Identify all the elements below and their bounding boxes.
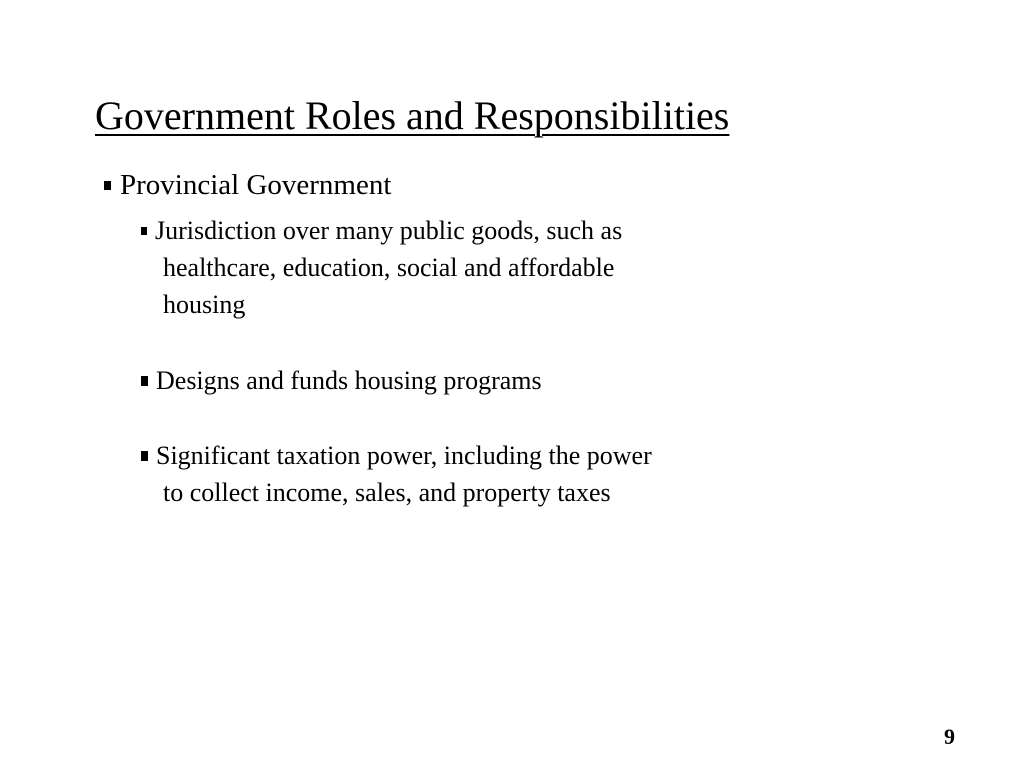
page-number: 9 bbox=[944, 724, 955, 749]
bullet-text-line: Significant taxation power, including the power bbox=[156, 441, 652, 470]
slide-title: Government Roles and Responsibilities bbox=[95, 93, 730, 138]
bullet-text-line: to collect income, sales, and property taxes bbox=[163, 478, 611, 507]
square-bullet-icon bbox=[104, 181, 111, 190]
section-heading: Provincial Government bbox=[120, 169, 392, 201]
bullet-item-jurisdiction bbox=[141, 212, 622, 323]
square-bullet-icon bbox=[141, 451, 148, 461]
bullet-item-taxation bbox=[141, 437, 652, 511]
bullet-item-housing-programs bbox=[141, 362, 542, 399]
square-bullet-icon bbox=[141, 376, 148, 386]
bullet-text-line: Jurisdiction over many public goods, such as bbox=[155, 216, 623, 245]
bullet-text-line: healthcare, education, social and affordable bbox=[163, 253, 615, 282]
bullet-text-line: Designs and funds housing programs bbox=[156, 366, 542, 395]
section-heading-item bbox=[104, 167, 391, 203]
bullet-text-line: housing bbox=[163, 290, 246, 319]
square-bullet-icon bbox=[141, 227, 147, 235]
